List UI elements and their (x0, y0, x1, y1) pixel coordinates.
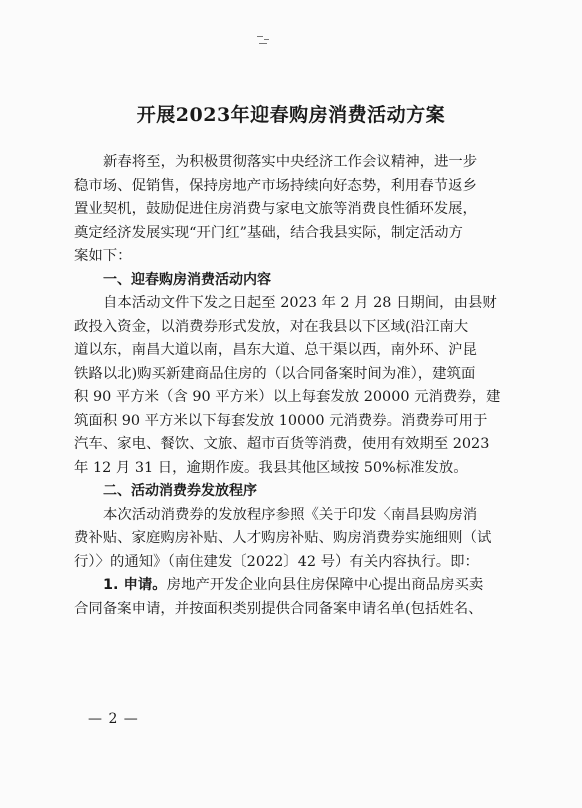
section1-line: 筑面积 90 平方米以下每套发放 10000 元消费券。消费券可用于 (74, 412, 488, 429)
section2-line: 费补贴、家庭购房补贴、人才购房补贴、购房消费券实施细则（试 (74, 530, 492, 546)
intro-line: 稳市场、促销售，保持房地产市场持续向好态势，利用春节返乡 (74, 177, 477, 194)
section1-line: 道以东，南昌大道以南，昌东大道、总干渠以西，南外环、沪昆 (74, 342, 477, 358)
section2-line: 行）〉的通知》（南住建发〔2022〕42 号）有关内容执行。即： (74, 553, 479, 570)
intro-line: 新春将至，为积极贯彻落实中央经济工作会议精神，进一步 (103, 154, 478, 170)
section1-line: 年 12 月 31 日，逾期作废。我县其他区域按 50%标准发放。 (74, 459, 468, 476)
section1-line: 汽车、家电、餐饮、文旅、超市百货等消费，使用有效期至 2023 (74, 436, 490, 452)
intro-line: 置业契机，鼓励促进住房消费与家电文旅等消费良性循环发展， (74, 201, 477, 217)
section-heading: 二、活动消费券发放程序 (103, 483, 257, 499)
section1-line: 积 90 平方米（含 90 平方米）以上每套发放 20000 元消费券，建 (74, 389, 501, 405)
document-title: 开展2023年迎春购房消费活动方案 (136, 104, 446, 126)
section1-line: 自本活动文件下发之日起至 2023 年 2 月 28 日期间，由县财 (103, 295, 497, 311)
section1-line: 政投入资金，以消费券形式发放，对在我县以下区域(沿江南大 (74, 318, 469, 335)
section2-line: 本次活动消费券的发放程序参照《关于印发〈南昌县购房消 (103, 506, 478, 523)
intro-line: 奠定经济发展实现“开门红”基础，结合我县实际，制定活动方 (74, 224, 463, 241)
section2-line: 合同备案申请，并按面积类别提供合同备案申请名单(包括姓名、 (74, 600, 483, 617)
section1-line: 铁路以北)购买新建商品住房的（以合同备案时间为准），建筑面 (74, 365, 476, 382)
section-heading: 一、迎春购房消费活动内容 (103, 271, 271, 288)
page-number: — 2 — (88, 711, 139, 727)
step-text: 房地产开发企业向县住房保障中心提出商品房买卖 (166, 577, 484, 593)
section2-step1-line (74, 574, 512, 598)
document-body (74, 151, 512, 621)
scan-mark (255, 34, 271, 48)
step-label: 1. 申请。 (103, 577, 167, 593)
intro-line: 案如下： (74, 248, 132, 264)
